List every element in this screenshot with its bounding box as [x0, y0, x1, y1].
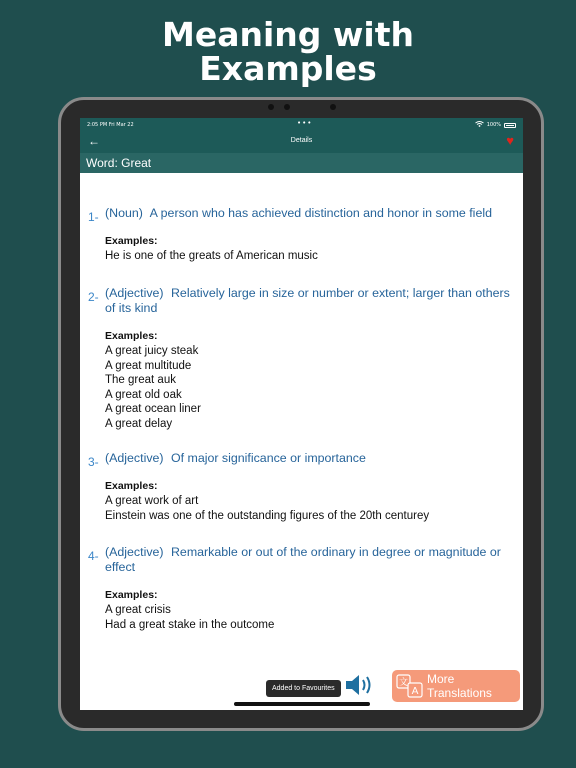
definition-number: 4- [88, 549, 99, 563]
favourite-heart-icon[interactable]: ♥ [506, 133, 514, 148]
status-bar [80, 118, 523, 131]
nav-title: Details [290, 137, 313, 144]
part-of-speech: (Noun) [105, 206, 143, 220]
more-translations-button[interactable] [392, 670, 520, 702]
status-right [475, 121, 516, 129]
example-item: A great crisis [105, 604, 171, 616]
battery-label: 100% [486, 122, 501, 128]
examples-list [105, 249, 318, 264]
example-item: A great work of art [105, 495, 199, 507]
example-item: The great auk [105, 374, 176, 387]
definition-text: A person who has achieved distinction and honor in some field [149, 206, 492, 220]
camera-dot [330, 104, 336, 110]
part-of-speech: (Adjective) [105, 545, 164, 559]
example-item: A great ocean liner [105, 403, 201, 416]
definition-number: 1- [88, 210, 99, 224]
headline-line-2: Examples [199, 49, 377, 88]
example-item: A great juicy steak [105, 345, 199, 357]
part-of-speech: (Adjective) [105, 286, 164, 300]
back-arrow-icon[interactable]: ← [88, 134, 100, 148]
example-item: He is one of the greats of American music [105, 250, 318, 262]
example-item: Had a great stake in the outcome [105, 618, 275, 631]
promo-headline [0, 15, 576, 88]
definition-number: 2- [88, 290, 99, 304]
definition-heading [105, 451, 518, 466]
speaker-icon[interactable] [344, 673, 374, 697]
example-item: A great multitude [105, 359, 192, 372]
camera-dot [284, 104, 290, 110]
definition-heading [105, 286, 518, 316]
definitions-list [80, 173, 523, 710]
examples-label: Examples: [105, 480, 158, 492]
examples-label: Examples: [105, 235, 158, 247]
definition-heading [105, 206, 518, 221]
headline-line-1: Meaning with [162, 15, 414, 54]
example-item: A great old oak [105, 388, 182, 401]
battery-icon [504, 123, 516, 128]
svg-text:A: A [411, 686, 419, 697]
favourites-toast: Added to Favourites [266, 680, 341, 697]
definition-text: Remarkable or out of the ordinary in degree or magnitude or effect [105, 545, 501, 574]
definition-heading [105, 545, 518, 575]
home-indicator [234, 702, 370, 706]
examples-label: Examples: [105, 589, 158, 601]
definition-text: Relatively large in size or number or extent; larger than others of its kind [105, 286, 510, 315]
examples-label: Examples: [105, 330, 158, 342]
example-item: Einstein was one of the outstanding figures of the 20th centurey [105, 509, 430, 522]
examples-list [105, 494, 429, 523]
wifi-icon [475, 121, 484, 129]
app-screen [80, 118, 523, 710]
examples-list [105, 603, 274, 632]
part-of-speech: (Adjective) [105, 451, 164, 465]
example-item: A great delay [105, 417, 173, 430]
multitask-dots-icon[interactable]: ••• [297, 119, 313, 127]
examples-list [105, 344, 201, 432]
svg-text:文: 文 [398, 678, 409, 688]
camera-dot [268, 104, 274, 110]
status-time: 2:05 PM Fri Mar 22 [87, 122, 134, 128]
translate-icon [396, 674, 424, 698]
word-label: Word: Great [80, 153, 523, 173]
definition-number: 3- [88, 455, 99, 469]
more-translations-label: More Translations [427, 672, 492, 700]
nav-bar [80, 131, 523, 153]
definition-text: Of major significance or importance [170, 451, 366, 465]
